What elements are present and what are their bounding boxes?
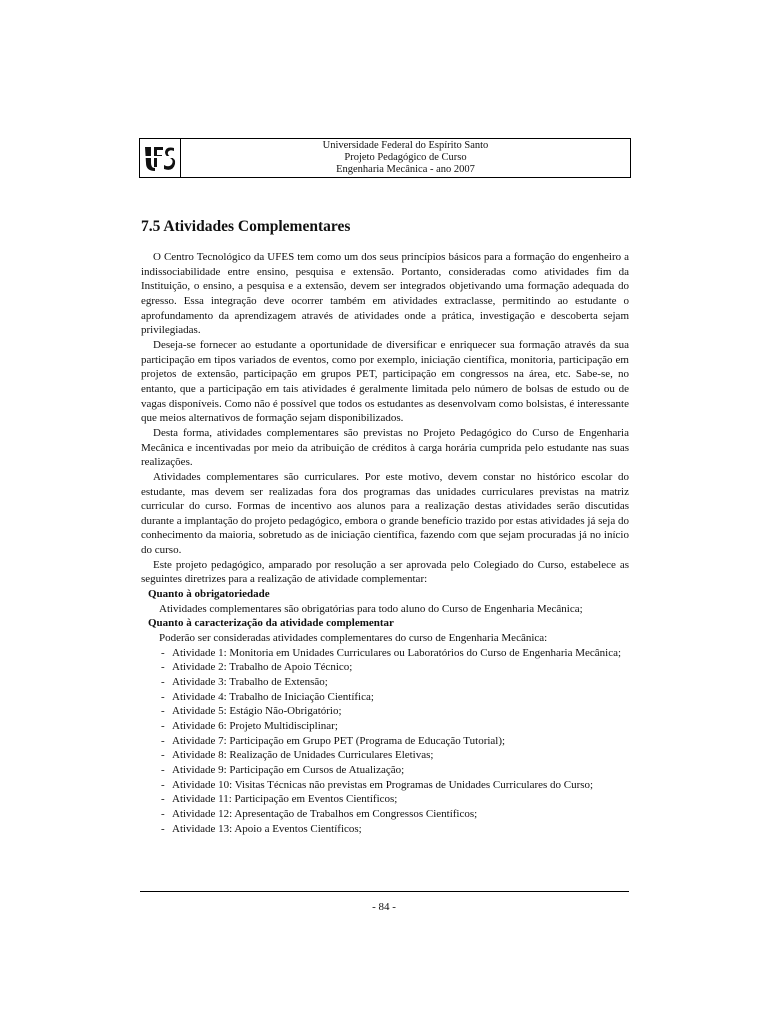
section-title: 7.5 Atividades Complementares: [141, 218, 351, 235]
activities-list: [141, 646, 629, 837]
header-university: Universidade Federal do Espírito Santo: [322, 140, 489, 151]
list-item: - Atividade 4: Trabalho de Iniciação Científica;: [159, 690, 629, 705]
list-item: - Atividade 12: Apresentação de Trabalhos em Congressos Científicos;: [159, 807, 629, 822]
page-header: [139, 138, 631, 178]
caracterizacao-text: Poderão ser consideradas atividades complementares do curso de Engenharia Mecânica:: [159, 632, 548, 645]
paragraph-5: Este projeto pedagógico, amparado por resolução a ser aprovada pelo Colegiado do Curso, estabelece as seguintes diretrizes para a realização de atividade complementar:: [141, 558, 629, 586]
ufes-logo-icon: [143, 143, 177, 173]
paragraph-3: Desta forma, atividades complementares são previstas no Projeto Pedagógico do Curso de Engenharia Mecânica e incentivadas por meio da atribuição de créditos à carga horária cumprida pelo estudante nas suas realizações.: [141, 426, 629, 469]
list-item: - Atividade 10: Visitas Técnicas não previstas em Programas de Unidades Curriculares do Curso;: [159, 778, 629, 793]
document-body: [141, 250, 629, 836]
obrigatoriedade-text: Atividades complementares são obrigatórias para todo aluno do Curso de Engenharia Mecânica;: [159, 602, 583, 615]
header-project: Projeto Pedagógico de Curso: [344, 152, 467, 163]
list-item: - Atividade 11: Participação em Eventos Científicos;: [159, 792, 629, 807]
list-item: - Atividade 8: Realização de Unidades Curriculares Eletivas;: [159, 748, 629, 763]
subheading-caracterizacao: Quanto à caracterização da atividade complementar: [148, 617, 394, 630]
list-item: - Atividade 2: Trabalho de Apoio Técnico;: [159, 660, 629, 675]
paragraph-4: Atividades complementares são curriculares. Por este motivo, devem constar no histórico escolar do estudante, mas devem ser realizadas fora dos programas das unidades curriculares previstas na matriz curricular do curso. Formas de incentivo aos alunos para a realização destas atividades serão discutidas durante a implantação do projeto pedagógico, embora o grande benefício trazido por estas atividades já seja do conhecimento da maioria, sobretudo as de iniciação científica, fazendo com que sejam procuradas já no início do curso.: [141, 470, 629, 557]
header-text: [181, 139, 630, 177]
footer-divider: [140, 891, 629, 892]
list-item: - Atividade 6: Projeto Multidisciplinar;: [159, 719, 629, 734]
list-item: - Atividade 5: Estágio Não-Obrigatório;: [159, 704, 629, 719]
list-item: - Atividade 9: Participação em Cursos de Atualização;: [159, 763, 629, 778]
list-item: - Atividade 3: Trabalho de Extensão;: [159, 675, 629, 690]
header-course: Engenharia Mecânica - ano 2007: [336, 164, 475, 175]
list-item: - Atividade 1: Monitoria em Unidades Curriculares ou Laboratórios do Curso de Engenharia Mecânica;: [159, 646, 629, 661]
ufes-logo: [140, 139, 181, 177]
subheading-obrigatoriedade: Quanto à obrigatoriedade: [148, 588, 270, 601]
paragraph-2: Deseja-se fornecer ao estudante a oportunidade de diversificar e enriquecer sua formação através da sua participação em tipos variados de eventos, como por exemplo, iniciação científica, monitoria, participação em projetos de extensão, participação em grupos PET, participação em congressos na área, etc. Sabe-se, no entanto, que a participação em tais atividades é geralmente limitada pelo número de bolsas de estudo ou de vagas disponíveis. Como não é possível que todos os estudantes as desenvolvam como bolsistas, é interessante que meios alternativos de formação sejam disponibilizados.: [141, 338, 629, 425]
page-number: - 84 -: [372, 901, 396, 913]
list-item: - Atividade 13: Apoio a Eventos Científicos;: [159, 822, 629, 837]
list-item: - Atividade 7: Participação em Grupo PET (Programa de Educação Tutorial);: [159, 734, 629, 749]
paragraph-1: O Centro Tecnológico da UFES tem como um dos seus princípios básicos para a formação do engenheiro a indissociabilidade entre ensino, pesquisa e extensão. Portanto, consideradas como atividades fim da Instituição, o ensino, a pesquisa e a extensão, devem ser integrados objetivando uma formação adequada do egresso. Essa integração deve ocorrer também em atividades extraclasse, permitindo ao estudante o aprofundamento da aprendizagem através de atividades onde a prática, investigação e descoberta sejam privilegiadas.: [141, 251, 629, 337]
